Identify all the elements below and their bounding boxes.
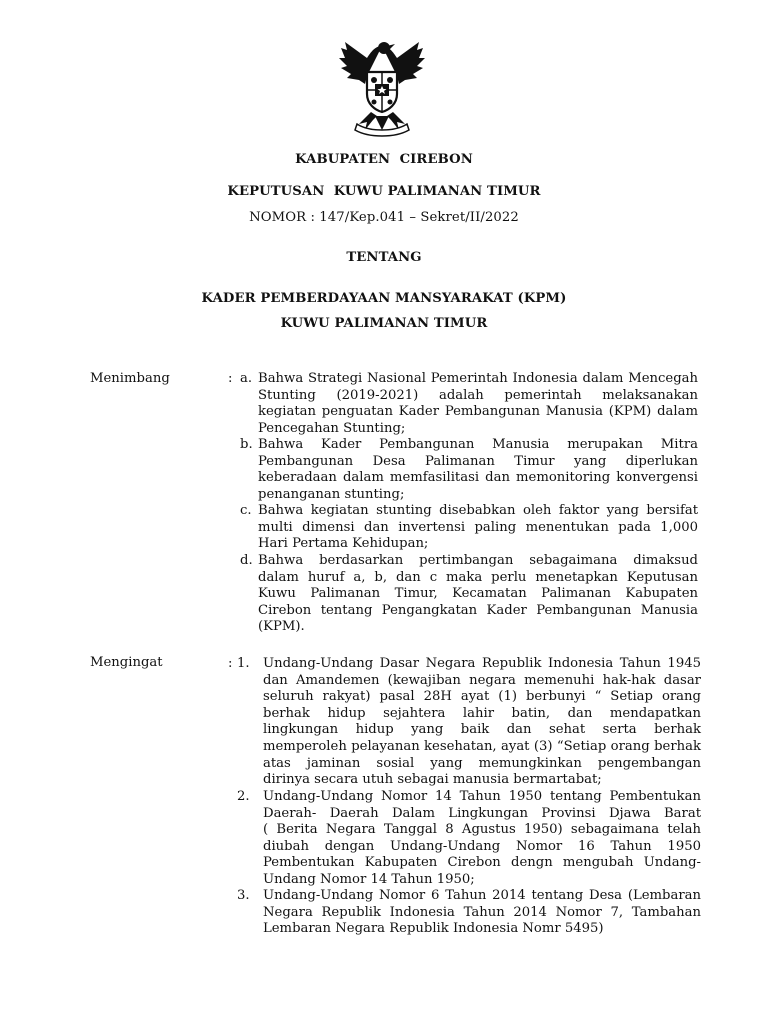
- item-line: Cirebon tentang Pengangkatan Kader Pembangunan Manusia: [258, 602, 698, 618]
- decree-number: NOMOR : 147/Kep.041 – Sekret/II/2022: [249, 210, 519, 225]
- item-marker: 2.: [237, 789, 250, 804]
- item-line: Pembangunan Desa Palimanan Timur yang diperlukan: [258, 453, 698, 469]
- garuda-pancasila-emblem: [337, 32, 427, 137]
- item-line: Bahwa kegiatan stunting disebabkan oleh faktor yang bersifat: [258, 503, 698, 518]
- item-line: Pencegahan Stunting;: [258, 420, 406, 436]
- item-marker: d.: [240, 553, 253, 568]
- item-line: (KPM).: [258, 619, 305, 635]
- item-marker: 3.: [237, 888, 250, 903]
- item-line: memperoleh pelayanan kesehatan, ayat (3) “Setiap orang berhak: [263, 738, 701, 754]
- item-line: Stunting (2019-2021) adalah pemerintah melaksanakan: [258, 387, 698, 403]
- item-line: Bahwa Strategi Nasional Pemerintah Indonesia dalam Mencegah: [258, 371, 698, 386]
- decree-title: KEPUTUSAN KUWU PALIMANAN TIMUR: [227, 184, 541, 199]
- item-line: Undang-Undang Dasar Negara Republik Indonesia Tahun 1945: [263, 656, 701, 671]
- item-marker: b.: [240, 437, 253, 452]
- item-line: dan Amandemen (kewajiban negara memenuhi hak-hak dasar: [263, 672, 701, 688]
- item-line: penanganan stunting;: [258, 486, 405, 502]
- section-label-menimbang: Menimbang: [90, 371, 170, 386]
- item-line: dalam huruf a, b, dan c maka perlu menetapkan Keputusan: [258, 569, 698, 585]
- item-line: ( Berita Negara Tanggal 8 Agustus 1950) sebagaimana telah: [263, 822, 701, 838]
- item-line: keberadaan dalam memfasilitasi dan memonitoring konvergensi: [258, 470, 698, 486]
- section-colon-mengingat: :: [228, 656, 233, 671]
- item-line: Bahwa berdasarkan pertimbangan sebagaimana dimaksud: [258, 553, 698, 568]
- item-marker: a.: [240, 371, 253, 386]
- item-line: Negara Republik Indonesia Tahun 2014 Nomor 7, Tambahan: [263, 904, 701, 920]
- item-line: Undang-Undang Nomor 6 Tahun 2014 tentang Desa (Lembaran: [263, 888, 701, 903]
- section-label-mengingat: Mengingat: [90, 655, 163, 670]
- item-line: atas jaminan sosial yang memungkinkan pengembangan: [263, 755, 701, 771]
- item-line: Lembaran Negara Republik Indonesia Nomr 5495): [263, 921, 604, 937]
- item-line: Undang Nomor 14 Tahun 1950;: [263, 871, 475, 887]
- item-line: dirinya secara utuh sebagai manusia bermartabat;: [263, 772, 602, 788]
- item-line: berhak hidup sejahtera lahir batin, dan mendapatkan: [263, 705, 701, 721]
- item-line: diubah dengan Undang-Undang Nomor 16 Tahun 1950: [263, 838, 701, 854]
- item-line: Kuwu Palimanan Timur, Kecamatan Palimanan Kabupaten: [258, 586, 698, 602]
- subject-line-2: KUWU PALIMANAN TIMUR: [280, 316, 488, 331]
- item-line: Hari Pertama Kehidupan;: [258, 536, 429, 552]
- item-line: Bahwa Kader Pembangunan Manusia merupakan Mitra: [258, 437, 698, 452]
- item-marker: c.: [240, 503, 252, 518]
- item-line: kegiatan penguatan Kader Pembangunan Manusia (KPM) dalam: [258, 404, 698, 420]
- subject-line-1: KADER PEMBERDAYAAN MANSYARAKAT (KPM): [201, 291, 567, 306]
- item-line: lingkungan hidup yang baik dan sehat serta berhak: [263, 722, 701, 738]
- regency-heading: KABUPATEN CIREBON: [295, 152, 473, 167]
- item-line: multi dimensi dan invertensi paling menentukan pada 1,000: [258, 519, 698, 535]
- section-colon-menimbang: :: [228, 371, 233, 386]
- about-heading: TENTANG: [346, 250, 422, 265]
- item-line: seluruh rakyat) pasal 28H ayat (1) berbunyi “ Setiap orang: [263, 689, 701, 705]
- item-line: Pembentukan Kabupaten Cirebon dengn mengubah Undang-: [263, 855, 701, 871]
- item-marker: 1.: [237, 656, 250, 671]
- item-line: Undang-Undang Nomor 14 Tahun 1950 tentang Pembentukan: [263, 789, 701, 804]
- item-line: Daerah- Daerah Dalam Lingkungan Provinsi Djawa Barat: [263, 805, 701, 821]
